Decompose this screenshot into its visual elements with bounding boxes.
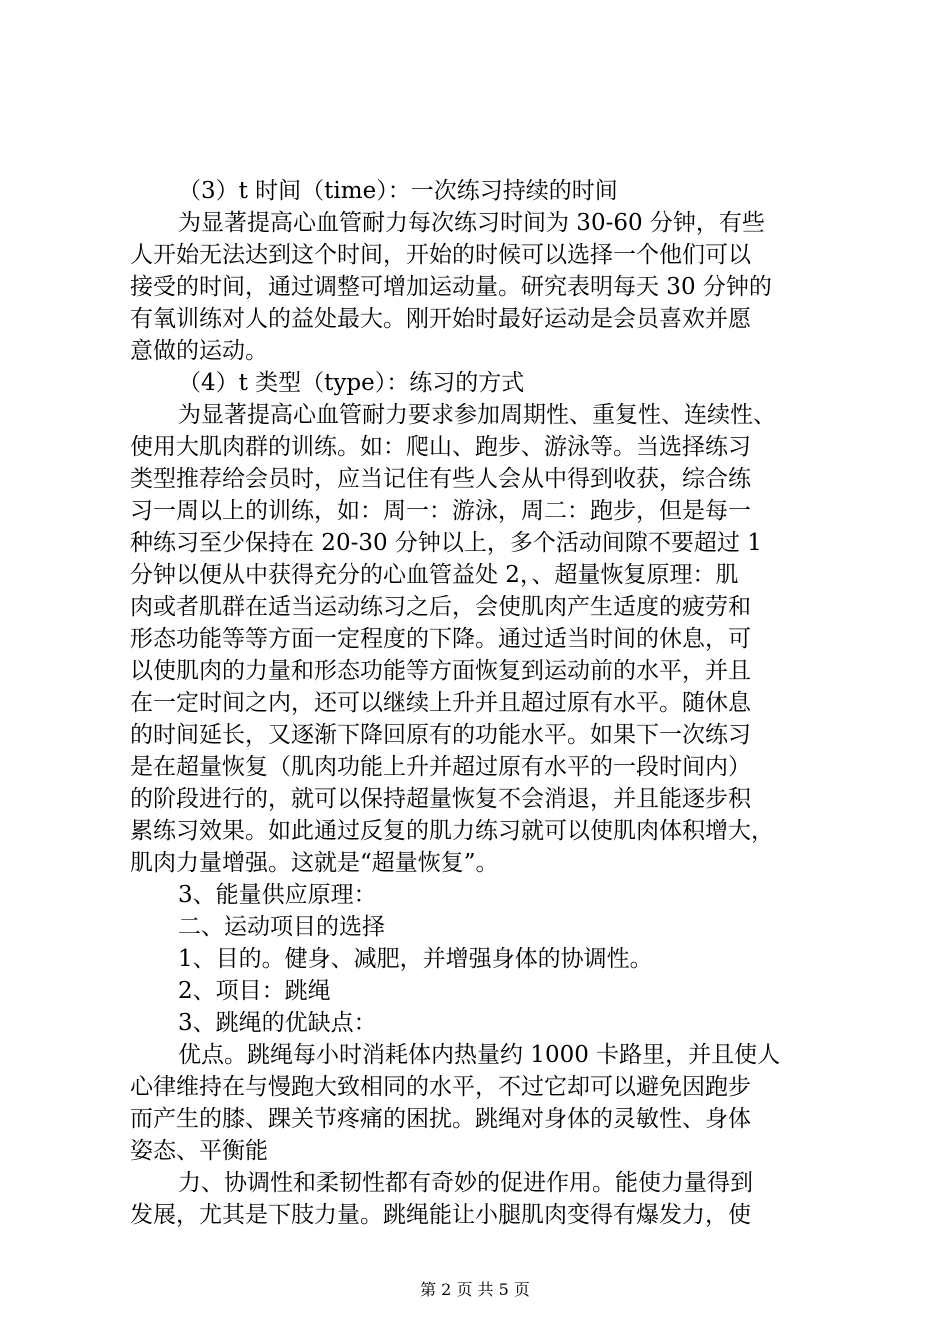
text-line: 习一周以上的训练，如：周一：游泳，周二：跑步，但是每一: [130, 498, 751, 524]
text-line: 类型推荐给会员时，应当记住有些人会从中得到收获，综合练: [130, 466, 751, 492]
text-line: 意做的运动。: [130, 338, 268, 364]
text-line: 形态功能等等方面一定程度的下降。通过适当时间的休息，可: [130, 626, 751, 652]
text-line: 1、目的。健身、减肥，并增强身体的协调性。: [178, 946, 653, 972]
text-line: 累练习效果。如此通过反复的肌力练习就可以使肌肉体积增大，: [130, 818, 774, 844]
text-line: 的阶段进行的，就可以保持超量恢复不会消退，并且能逐步积: [130, 786, 751, 812]
text-line: 肌肉力量增强。这就是“超量恢复”。: [130, 850, 499, 876]
text-line: 分钟以便从中获得充分的心血管益处 2，、超量恢复原理：肌: [130, 562, 739, 588]
text-line: 人开始无法达到这个时间，开始的时候可以选择一个他们可以: [130, 242, 751, 268]
section-heading: 3、能量供应原理：: [178, 882, 377, 908]
text-line: 优点。跳绳每小时消耗体内热量约 1000 卡路里，并且使人: [178, 1042, 781, 1068]
text-line: 为显著提高心血管耐力要求参加周期性、重复性、连续性、: [178, 402, 776, 428]
text-line: 种练习至少保持在 20-30 分钟以上，多个活动间隙不要超过 1: [130, 530, 762, 556]
section-heading: 3、跳绳的优缺点：: [178, 1010, 377, 1036]
section-heading: 二、运动项目的选择: [178, 914, 385, 940]
section-heading: （3）t 时间（time）：一次练习持续的时间: [178, 178, 618, 204]
section-heading: （4）t 类型（type）：练习的方式: [178, 370, 525, 396]
text-line: 姿态、平衡能: [130, 1138, 268, 1164]
text-line: 发展，尤其是下肢力量。跳绳能让小腿肌肉变得有爆发力，使: [130, 1202, 751, 1228]
text-line: 的时间延长，又逐渐下降回原有的功能水平。如果下一次练习: [130, 722, 751, 748]
text-line: 而产生的膝、踝关节疼痛的困扰。跳绳对身体的灵敏性、身体: [130, 1106, 751, 1132]
text-line: 接受的时间，通过调整可增加运动量。研究表明每天 30 分钟的: [130, 274, 772, 300]
text-line: 以使肌肉的力量和形态功能等方面恢复到运动前的水平，并且: [130, 658, 751, 684]
text-line: 有氧训练对人的益处最大。刚开始时最好运动是会员喜欢并愿: [130, 306, 751, 332]
text-line: 在一定时间之内，还可以继续上升并且超过原有水平。随休息: [130, 690, 751, 716]
text-line: 是在超量恢复（肌肉功能上升并超过原有水平的一段时间内）: [130, 754, 751, 780]
text-line: 使用大肌肉群的训练。如：爬山、跑步、游泳等。当选择练习: [130, 434, 751, 460]
text-line: 肉或者肌群在适当运动练习之后，会使肌肉产生适度的疲劳和: [130, 594, 751, 620]
text-line: 为显著提高心血管耐力每次练习时间为 30-60 分钟，有些: [178, 210, 765, 236]
text-line: 力、协调性和柔韧性都有奇妙的促进作用。能使力量得到: [178, 1170, 753, 1196]
page-number-footer: 第 2 页 共 5 页: [420, 1280, 530, 1299]
text-line: 心律维持在与慢跑大致相同的水平，不过它却可以避免因跑步: [130, 1074, 751, 1100]
text-line: 2、项目：跳绳: [178, 978, 331, 1004]
